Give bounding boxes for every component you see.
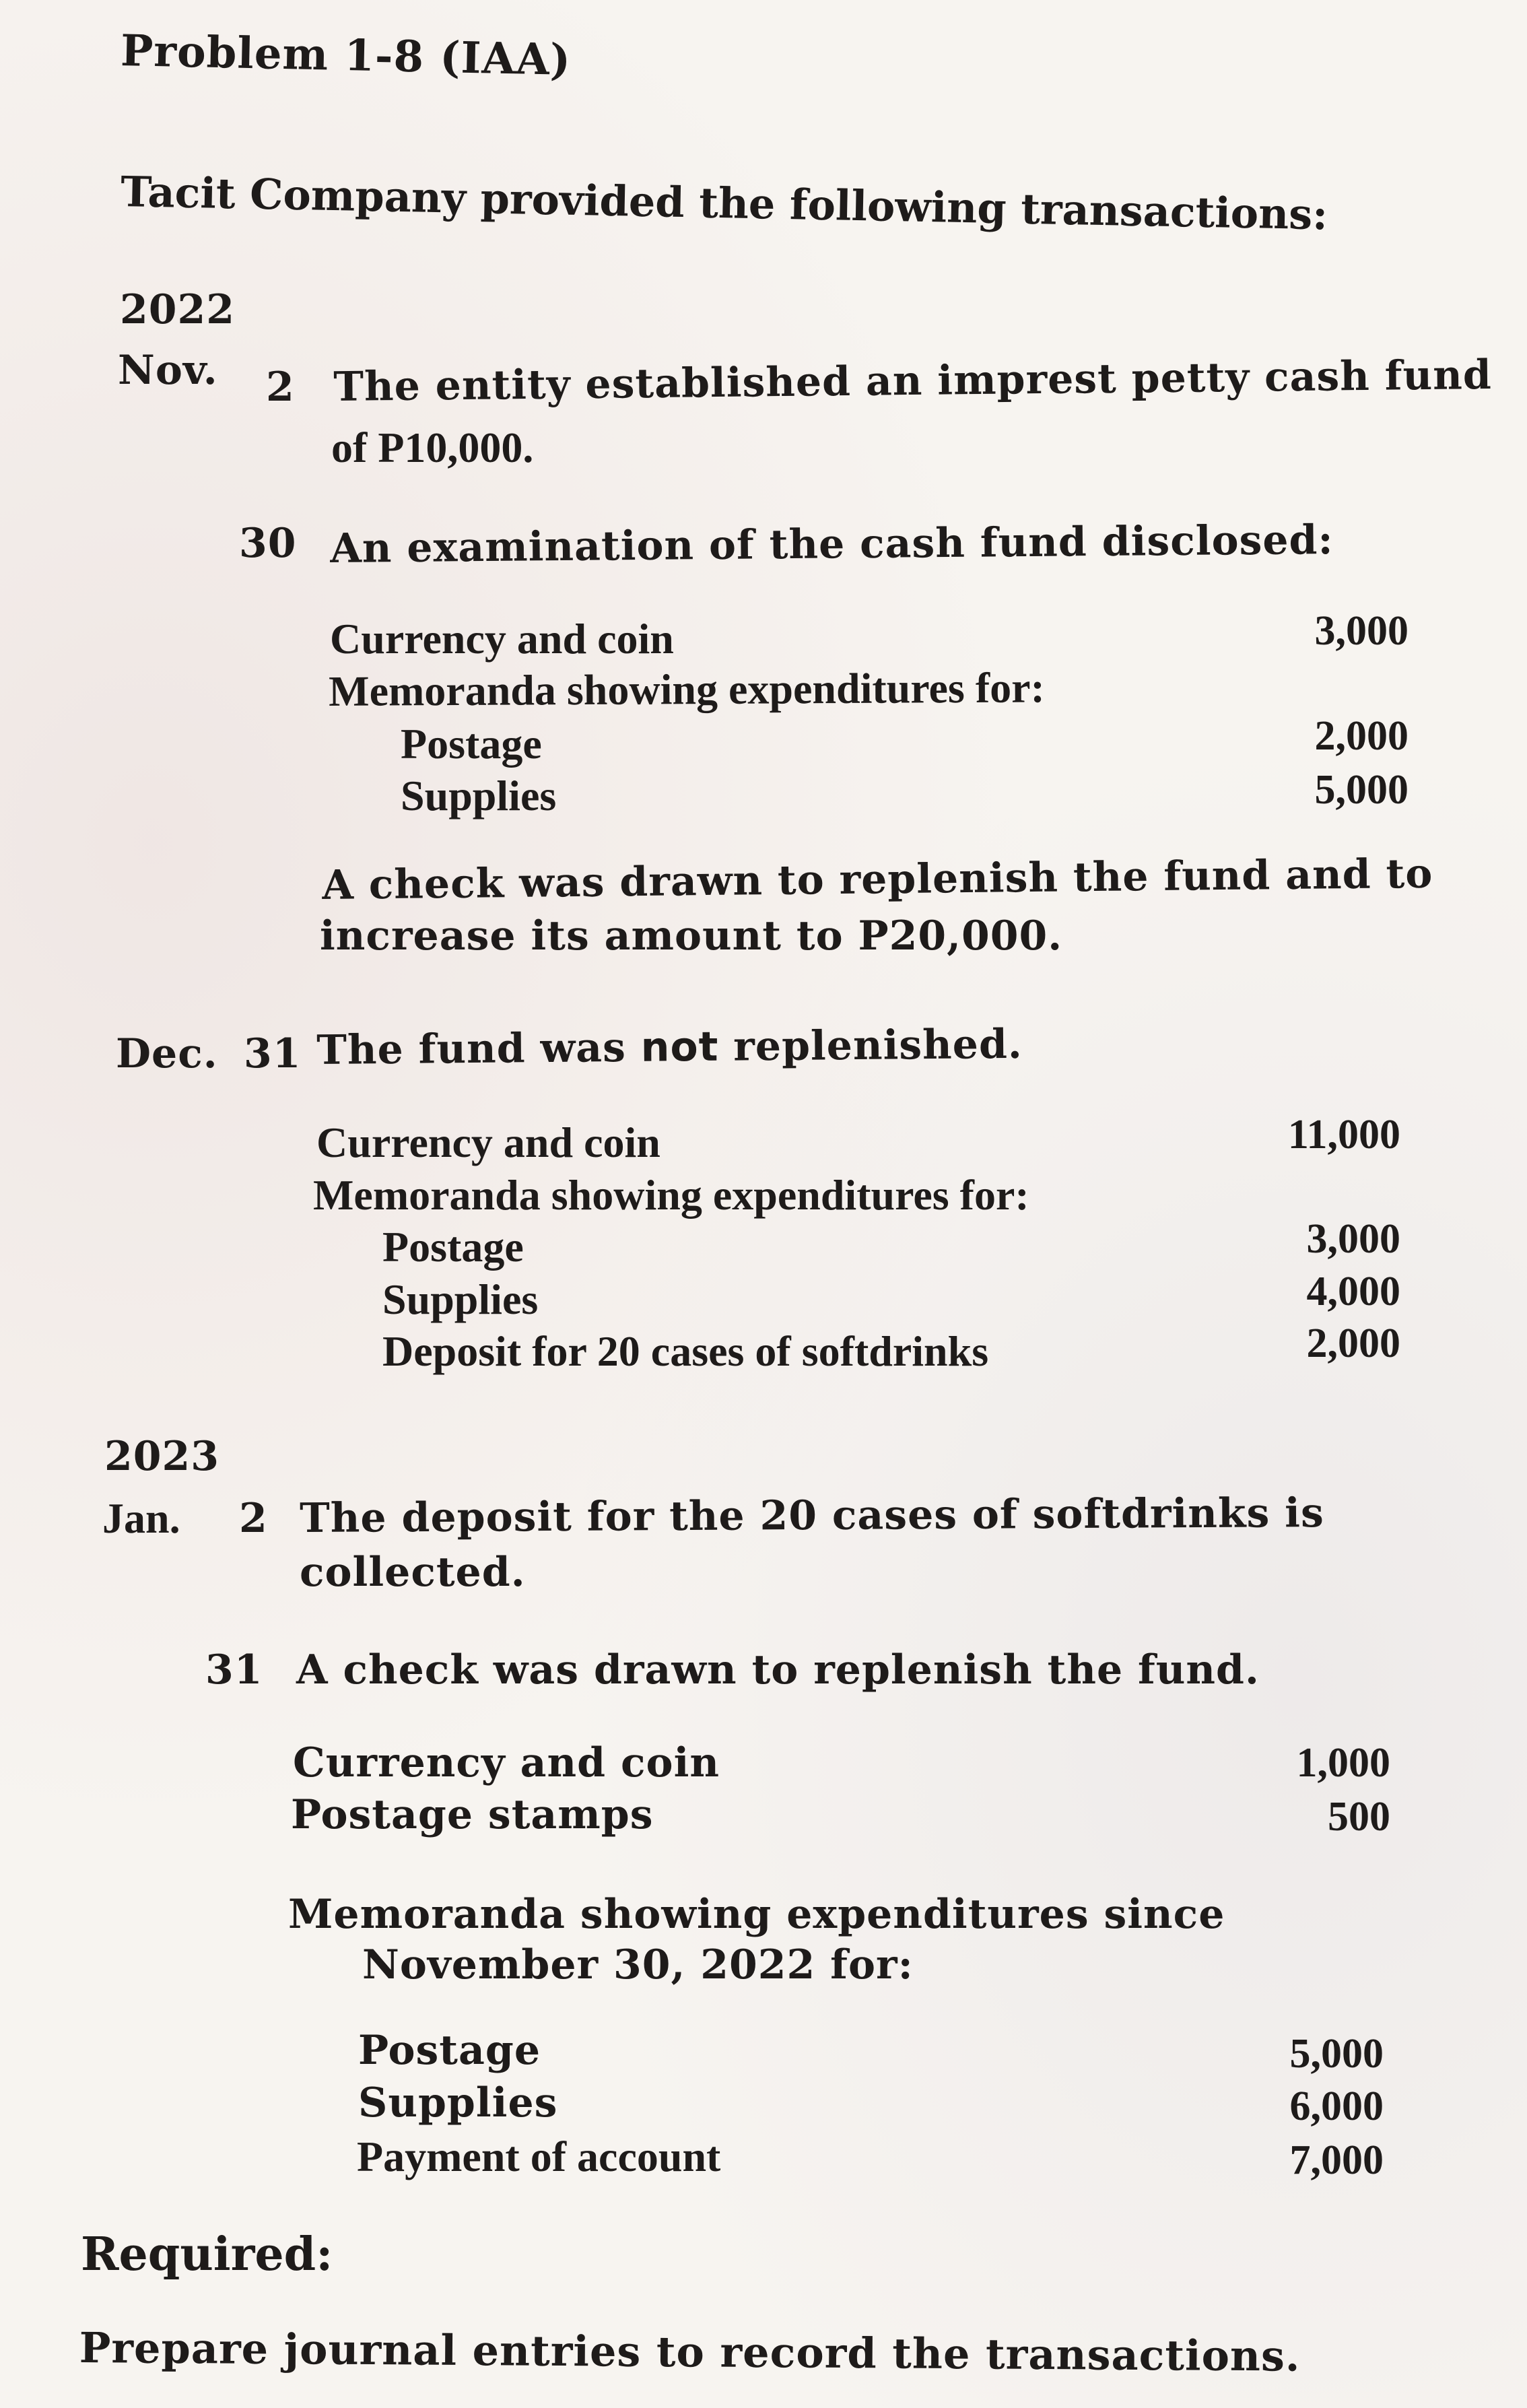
jan-memo-item-label: Payment of account: [357, 2133, 721, 2180]
jan-item-label: Currency and coin: [293, 1739, 720, 1786]
nov-item-label: Supplies: [401, 772, 557, 820]
jan-memo-line1: Memoranda showing expenditures since: [288, 1891, 1225, 1938]
jan-memo-item-label: Supplies: [358, 2079, 558, 2127]
dec-item-amount: 11,000: [1287, 1112, 1400, 1158]
jan-memo-item-label: Postage: [358, 2027, 541, 2074]
nov-item-label: Memoranda showing expenditures for:: [329, 663, 1046, 715]
dec-item-label: Postage: [382, 1223, 524, 1271]
jan-item-amount: 500: [1328, 1794, 1390, 1840]
jan-item-amount: 1,000: [1296, 1740, 1390, 1786]
nov-2-line1: The entity established an imprest petty cash fund: [333, 351, 1493, 411]
nov-item-amount: 3,000: [1314, 608, 1409, 654]
month-nov: Nov.: [118, 347, 218, 394]
nov-item-label: Postage: [401, 720, 542, 768]
jan-2-line1: The deposit for the 20 cases of softdrinks is: [300, 1490, 1324, 1542]
problem-title: Problem 1-8 (IAA): [120, 26, 572, 86]
dec-item-label: Currency and coin: [316, 1118, 660, 1166]
month-jan: Jan.: [102, 1494, 180, 1542]
day-jan-31: 31: [205, 1646, 263, 1694]
nov-check-line1: A check was drawn to replenish the fund and to: [322, 850, 1433, 909]
required-heading: Required:: [81, 2228, 333, 2281]
nov-30-text: An examination of the cash fund disclosed:: [330, 516, 1334, 572]
dec-item-label: Deposit for 20 cases of softdrinks: [382, 1327, 989, 1375]
dec-item-amount: 4,000: [1306, 1269, 1400, 1314]
nov-item-amount: 5,000: [1314, 767, 1409, 813]
dec-item-amount: 3,000: [1306, 1216, 1400, 1262]
jan-31-text: A check was drawn to replenish the fund.: [296, 1646, 1260, 1694]
nov-check-line2: increase its amount to P20,000.: [320, 912, 1063, 960]
jan-memo-item-amount: 6,000: [1289, 2083, 1384, 2129]
nov-item-label: Currency and coin: [330, 615, 674, 663]
dec-item-label: Supplies: [382, 1275, 539, 1323]
day-nov-30: 30: [239, 520, 297, 567]
jan-memo-item-amount: 7,000: [1289, 2137, 1384, 2183]
required-text: Prepare journal entries to record the transactions.: [79, 2323, 1301, 2381]
year-2022: 2022: [120, 286, 235, 333]
intro-text: Tacit Company provided the following transactions:: [120, 167, 1328, 240]
dec-31-text: The fund was not replenished.: [316, 1020, 1023, 1074]
year-2023: 2023: [104, 1433, 219, 1480]
jan-item-label: Postage stamps: [291, 1791, 654, 1838]
jan-memo-line2: November 30, 2022 for:: [362, 1941, 914, 1988]
jan-memo-item-amount: 5,000: [1289, 2031, 1384, 2077]
nov-item-amount: 2,000: [1314, 713, 1409, 759]
dec-item-amount: 2,000: [1306, 1320, 1400, 1366]
nov-2-line2: of P10,000.: [331, 424, 534, 471]
day-nov-2: 2: [266, 364, 295, 411]
jan-2-line2: collected.: [300, 1549, 526, 1596]
dec-item-label: Memoranda showing expenditures for:: [313, 1171, 1029, 1219]
day-dec-31: 31: [244, 1030, 302, 1077]
day-jan-2: 2: [239, 1495, 268, 1542]
month-dec: Dec.: [116, 1030, 218, 1077]
